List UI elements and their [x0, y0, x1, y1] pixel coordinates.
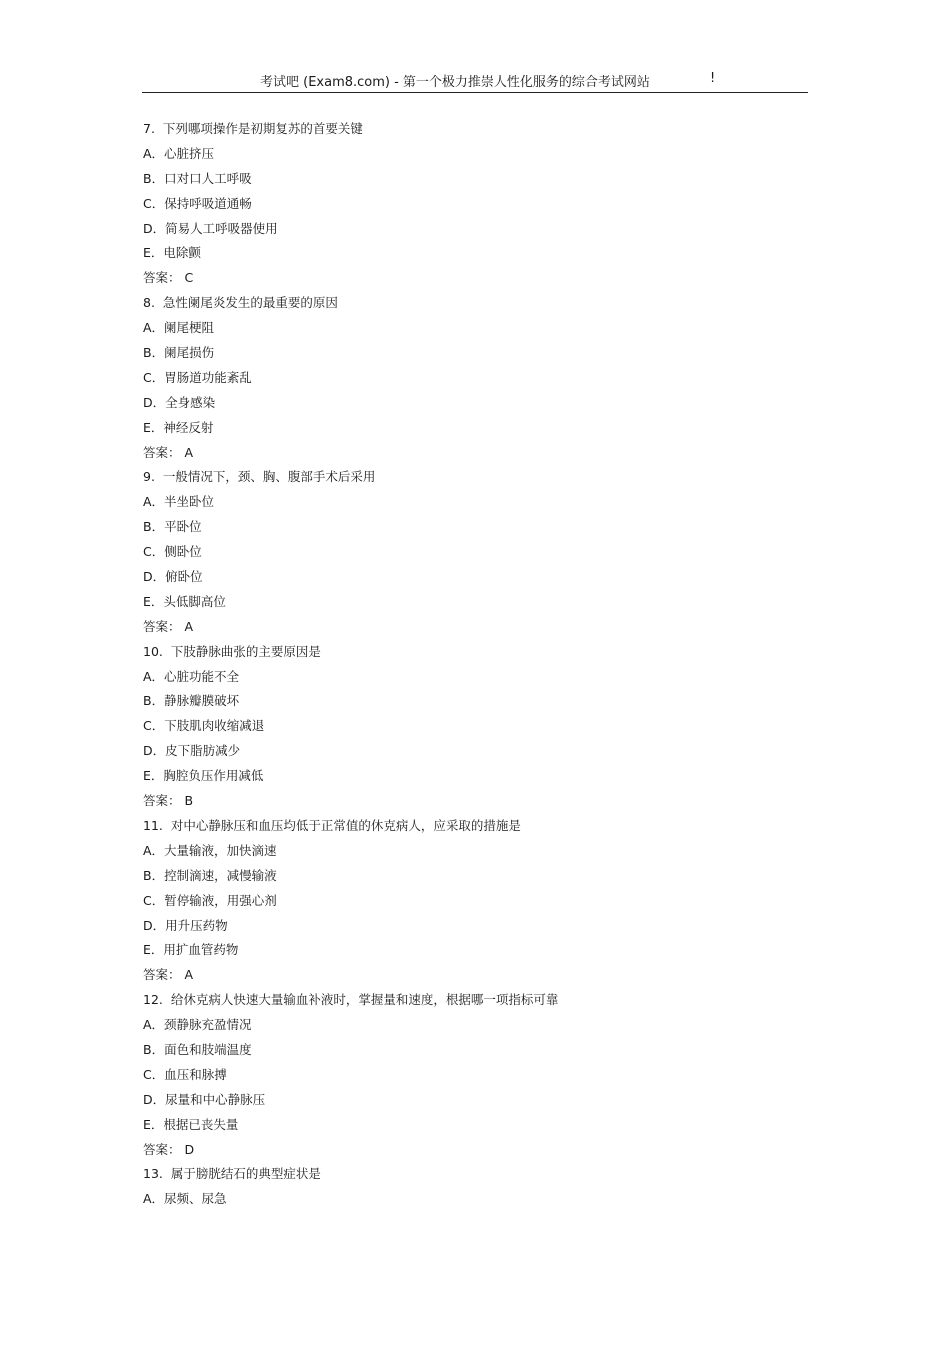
text-line: B．面色和肢端温度 [143, 1041, 252, 1057]
text-line: C．下肢肌肉收缩减退 [143, 718, 265, 734]
text-line: 10. 下肢静脉曲张的主要原因是 [143, 643, 321, 659]
text-line: 12. 给休克病人快速大量输血补液时，掌握量和速度，根据哪一项指标可靠 [143, 992, 559, 1008]
exam-content [143, 117, 803, 1212]
text-line: A．颈静脉充盈情况 [143, 1017, 252, 1033]
text-line: 答案： D [143, 1141, 195, 1157]
text-line: D．皮下脂肪减少 [143, 743, 241, 759]
text-line: E．用扩血管药物 [143, 942, 239, 958]
text-line: E．头低脚高位 [143, 593, 226, 609]
text-line: 答案： A [143, 444, 194, 460]
text-line: 答案： B [143, 793, 194, 809]
text-line: C．胃肠道功能紊乱 [143, 369, 252, 385]
text-line: A．心脏功能不全 [143, 668, 240, 684]
text-line: E．胸腔负压作用减低 [143, 768, 264, 784]
text-line: 7. 下列哪项操作是初期复苏的首要关键 [143, 121, 363, 136]
text-line: 9. 一般情况下，颈、胸、腹部手术后采用 [143, 469, 376, 485]
text-line: B．口对口人工呼吸 [143, 170, 252, 186]
text-line: D．用升压药物 [143, 917, 228, 933]
text-line: 11. 对中心静脉压和血压均低于正常值的休克病人，应采取的措施是 [143, 817, 521, 833]
text-line: E．根据已丧失量 [143, 1116, 239, 1132]
text-line: 答案： A [143, 967, 194, 983]
text-line: D．简易人工呼吸器使用 [143, 220, 278, 236]
text-line: A．阑尾梗阻 [143, 320, 215, 336]
text-line: E．电除颤 [143, 245, 201, 261]
text-line: D．全身感染 [143, 394, 216, 410]
text-line: A．大量输液，加快滴速 [143, 842, 277, 858]
text-line: A．尿频、尿急 [143, 1191, 227, 1207]
text-line: 8. 急性阑尾炎发生的最重要的原因 [143, 295, 338, 311]
text-line: 答案： C [143, 270, 194, 286]
text-line: C．血压和脉搏 [143, 1066, 227, 1082]
text-line: C．暂停输液，用强心剂 [143, 892, 277, 908]
text-line: 答案： A [143, 618, 194, 634]
text-line: C．侧卧位 [143, 544, 202, 560]
text-line: C．保持呼吸道通畅 [143, 195, 252, 211]
header-title: 考试吧 (Exam8.com) - 第一个极力推崇人性化服务的综合考试网站 [260, 75, 650, 90]
text-line: D．尿量和中心静脉压 [143, 1091, 266, 1107]
text-line: B．平卧位 [143, 519, 202, 535]
text-line: A．半坐卧位 [143, 494, 215, 510]
text-line: E．神经反射 [143, 419, 214, 435]
text-line: 13. 属于膀胱结石的典型症状是 [143, 1166, 321, 1182]
text-line: B．控制滴速，减慢输液 [143, 867, 277, 883]
text-line: B．静脉瓣膜破坏 [143, 693, 240, 709]
text-line: B．阑尾损伤 [143, 345, 215, 361]
page-header [142, 71, 808, 93]
header-mark: ! [710, 71, 716, 86]
text-line: A．心脏挤压 [143, 145, 215, 161]
text-line: D．俯卧位 [143, 569, 203, 585]
